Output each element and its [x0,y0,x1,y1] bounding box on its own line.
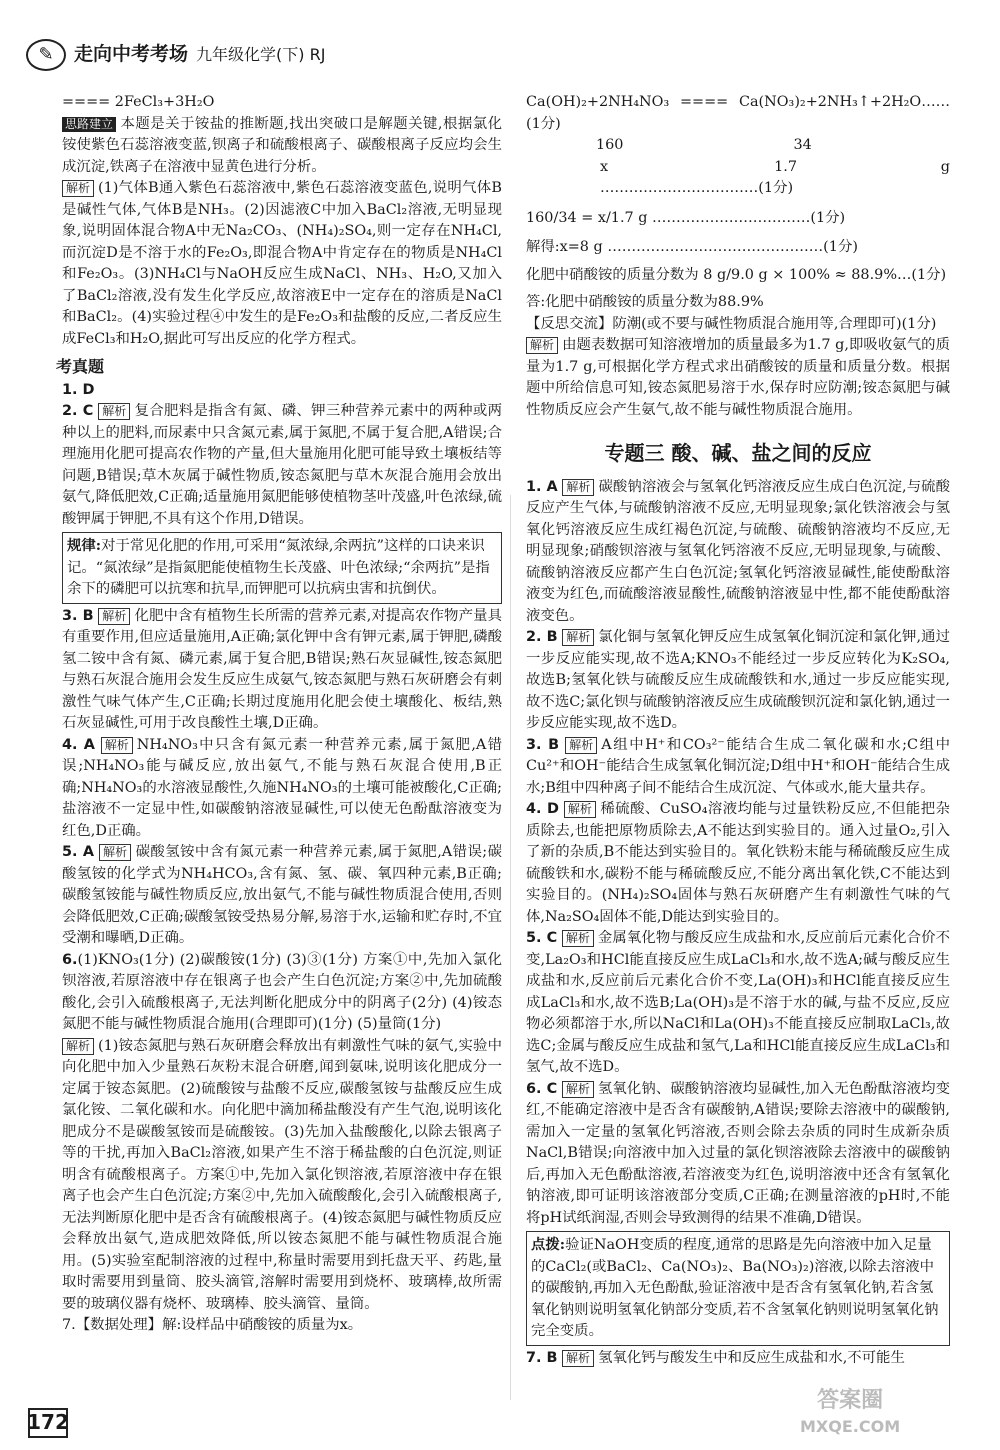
t3-answer-6: 6. C 解析 氢氧化钠、碳酸钠溶液均显碱性,加入无色酚酞溶液均变红,不能确定溶液中是否含有碳酸钠,A错误;要除去溶液中的碳酸钠,需加入一定量的氢氧化钙溶液,否则会除去杂质的同时生成新杂质NaCl,B错误;向溶液中加入过量的氯化钡溶液除去溶液中的碳酸钠后,再加入无色酚酞溶液,若溶液变为红色,说明溶液中还含有氢氧化钠溶液,即可证明该溶液部分变质,C正确;在测量溶液的pH时,不能将pH试纸润湿,否则会导致测得的结果不准确,D错误。 [526,1080,950,1226]
book-subtitle: 九年级化学(下) RJ [196,45,326,65]
t3-answer-4: 4. D 解析 稀硫酸、CuSO₄溶液均能与过量铁粉反应,不但能把杂质除去,也能把原物质除去,A不能达到实验目的。通入过量O₂,引入了新的杂质,B不能达到实验目的。氧化铁粉末能与稀硫酸反应生成硫酸铁和水,碳粉不能与稀硫酸反应,不能分离出氧化铁,C不能达到实验目的。(NH₄)₂SO₄固体与熟石灰研磨产生有刺激性气味的气体,Na₂SO₄固体不能,D能达到实验目的。 [526,801,950,925]
answer-line: 答:化肥中硝酸铵的质量分数为88.9% [526,294,764,310]
solve-line: 解得:x=8 g ………………………………………(1分) [526,239,858,255]
answer-7: 7.【数据处理】解:设样品中硝酸铵的质量为x。 [62,1317,363,1333]
topic-title: 专题三 酸、碱、盐之间的反应 [604,441,872,465]
thinking-tag: 思路建立 [62,117,116,132]
thinking-paragraph: 思路建立 本题是关于铵盐的推断题,找出突破口是解题关键,根据氯化铵使紫色石蕊溶液变蓝,钡离子和硫酸根离子、碳酸根离子反应均会生成沉淀,铁离子在溶液中显黄色进行分析。 [62,115,502,175]
answer-4: 4. A 解析 NH₄NO₃中只含有氮元素一种营养元素,属于氮肥,A错误;NH₄NO₃能与碱反应,放出氨气,不能与熟石灰混合使用,B正确;NH₄NO₃的水溶液显酸性,久施NH₄NO₃的土壤可能被酸化,C正确;盐溶液不一定显中性,如碳酸钠溶液显碱性,可以使无色酚酞溶液变为红色,D正确。 [62,736,502,839]
equation-line: ==== 2FeCl₃+3H₂O [62,94,215,110]
t3-answer-2: 2. B 解析 氯化铜与氢氧化钾反应生成氢氧化铜沉淀和氯化钾,通过一步反应能实现,故不选A;KNO₃不能经过一步反应转化为K₂SO₄,故选B;氢氧化铁与硫酸反应生成硫酸铁和水,通过一步反应能实现,故不选C;氯化钡与硫酸钠溶液反应生成硫酸钡沉淀和氯化钠,通过一步反应能实现,故不选D。 [526,629,951,731]
analysis-tag: 解析 [62,180,94,197]
reflection-line: 【反思交流】防潮(或不要与碱性物质混合施用等,合理即可)(1分) [526,315,937,332]
book-logo-icon: ✎ [26,39,66,71]
left-column [56,92,502,1337]
page-number: 172 [28,1408,68,1438]
ratio-line: 160/34 = x/1.7 g ……………………………(1分) [526,209,846,226]
section-heading: 考真题 [56,357,105,376]
equation-masses: 160 34 [596,137,812,153]
page-header [26,38,325,72]
answer-6: 6.(1)KNO₃(1分) (2)碳酸铵(1分) (3)③(1分) 方案①中,先加入氯化钡溶液,若原溶液中存在银离子也会产生白色沉淀;方案②中,先加硫酸酸化,会引入硫酸根离子,无法判断化肥成分中的阴离子(2分) (4)铵态氮肥不能与碱性物质混合施用(合理即可)(1分) (5)量筒(1分) [62,951,502,1032]
t3-answer-7: 7. B 解析 氢氧化钙与酸发生中和反应生成盐和水,不可能生 [526,1349,905,1366]
equation-main: Ca(OH)₂+2NH₄NO₃ ==== Ca(NO₃)₂+2NH₃↑+2H₂O……(1分) [526,94,950,132]
answer-2: 2. C 解析 复合肥料是指含有氮、磷、钾三种营养元素中的两种或两种以上的肥料,而尿素中只含氮元素,属于氮肥,不属于复合肥,A错误;合理施用化肥可提高农作物的产量,但大量施用化肥可能导致土壤板结等问题,B错误;草木灰属于碱性物质,铵态氮肥与草木灰混合施用会放出氨气,降低肥效,C正确;适量施用氮肥能够使植物茎叶茂盛,叶色浓绿,硫酸钾属于钾肥,不具有这个作用,D错误。 [62,403,502,527]
reflection-analysis: 解析 由题表数据可知溶液增加的质量最多为1.7 g,即吸收氨气的质量为1.7 g,可根据化学方程式求出硝酸铵的质量和质量分数。根据题中所给信息可知,铵态氮肥易溶于水,保存时应防潮;铵态氮肥与碱性物质反应会产生氨气,故不能与碱性物质混合施用。 [526,337,950,418]
rule-box: 规律:对于常见化肥的作用,可采用“氮浓绿,余两抗”这样的口诀来识记。“氮浓绿”是指氮肥能使植物生长茂盛、叶色浓绿;“余两抗”是指余下的磷肥可以抗寒和抗旱,而钾肥可以抗病虫害和抗倒伏。 [62,532,502,604]
answer-1: 1. D [62,381,95,398]
brand-title: 走向中考考场 [74,43,189,66]
t3-answer-5: 5. C 解析 金属氧化物与酸反应生成盐和水,反应前后元素化合价不变,La₂O₃和HCl能直接反应生成LaCl₃和水,故不选A;碱与酸反应生成盐和水,反应前后元素化合价不变,La(OH)₃和HCl能直接反应生成LaCl₃和水,故不选B;La(OH)₃是不溶于水的碱,与盐不反应,反应物必须都溶于水,所以NaCl和La(OH)₃不能直接反应制取LaCl₃,故选C;金属与酸反应生成盐和氢气,La和HCl能直接反应生成LaCl₃和氢气,故不选D。 [526,930,950,1075]
equation-values: x 1.7 g ……………………………(1分) [600,158,950,196]
answer-5: 5. A 解析 碳酸氢铵中含有氮元素一种营养元素,属于氮肥,A错误;碳酸氢铵的化学式为NH₄HCO₃,含有氮、氢、碳、氧四种元素,B正确;碳酸氢铵能与碱性物质反应,放出氨气,不能与碱性物质混合使用,否则会降低肥效,C正确;碳酸氢铵受热易分解,易溶于水,运输和贮存时,不宜受潮和曝晒,D正确。 [62,844,502,946]
mass-fraction-line: 化肥中硝酸铵的质量分数为 8 g/9.0 g × 100% ≈ 88.9%…(1分) [526,266,947,283]
t3-answer-3: 3. B 解析 A组中H⁺和CO₃²⁻能结合生成二氧化碳和水;C组中Cu²⁺和OH⁻能结合生成氢氧化铜沉淀;D组中H⁺和OH⁻能结合生成水;B组中四种离子间不能结合生成沉淀、气体或水,能大量共存。 [526,736,950,796]
column-divider [510,495,511,1400]
answer-3: 3. B 解析 化肥中含有植物生长所需的营养元素,对提高农作物产量具有重要作用,但应适量施用,A正确;氯化钾中含有钾元素,属于钾肥,磷酸氢二铵中含有氮、磷元素,属于复合肥,B错误;熟石灰显碱性,铵态氮肥与熟石灰混合施用会发生反应生成氨气,铵态氮肥与熟石灰研磨会有刺激性气味气体产生,C正确;长期过度施用化肥会使土壤酸化、板结,熟石灰显碱性,可用于改良酸性土壤,D正确。 [62,607,502,731]
tip-box: 点拨:验证NaOH变质的程度,通常的思路是先向溶液中加入足量的CaCl₂(或BaCl₂、Ca(NO₃)₂、Ba(NO₃)₂)溶液,以除去溶液中的碳酸钠,再加入无色酚酞,验证溶液中是否含有氢氧化钠,若含氢氧化钠则说明氢氧化钠部分变质,若不含氢氧化钠则说明氢氧化钠完全变质。 [526,1231,950,1346]
watermark-logo: 答案圈 MXQE.COM [800,1388,901,1436]
answer-6-analysis: 解析 (1)铵态氮肥与熟石灰研磨会释放出有刺激性气味的氨气,实验中向化肥中加入少量熟石灰粉末混合研磨,闻到氨味,说明该化肥成分一定属于铵态氮肥。(2)硫酸铵与盐酸不反应,碳酸氢铵与盐酸反应生成氯化铵、二氧化碳和水。向化肥中滴加稀盐酸没有产生气泡,说明该化肥成分不是碳酸氢铵而是硫酸铵。(3)先加入盐酸酸化,以除去银离子等的干扰,再加入BaCl₂溶液,如果产生不溶于稀盐酸的白色沉淀,则证明含有硫酸根离子。方案①中,先加入氯化钡溶液,若原溶液中存在银离子也会产生白色沉淀;方案②中,先加入硫酸酸化,会引入硫酸根离子,无法判断原化肥中是否含有硫酸根离子。(4)铵态氮肥与碱性物质反应会释放出氨气,造成肥效降低,所以铵态氮肥不能与碱性物质混合施用。(5)实验室配制溶液的过程中,称量时需要用到托盘天平、药匙,量取时需要用到量筒、胶头滴管,溶解时需要用到烧杯、玻璃棒,故所需要的玻璃仪器有烧杯、玻璃棒、胶头滴管、量筒。 [62,1037,502,1312]
t3-answer-1: 1. A 解析 碳酸钠溶液会与氢氧化钙溶液反应生成白色沉淀,与硫酸反应产生气体,与硫酸钠溶液不反应,无明显现象;氯化铁溶液会与氢氧化钙溶液反应生成红褐色沉淀,与硫酸、硫酸钠溶液均不反应,无明显现象;硝酸钡溶液与氢氧化钙溶液不反应,无明显现象,与硫酸、硫酸钠溶液反应都产生白色沉淀;氢氧化钙溶液显碱性,能使酚酞溶液变为红色,而硫酸溶液显酸性,硫酸钠溶液显中性,都不能使酚酞溶液变色。 [526,478,951,624]
right-column [526,92,950,1369]
analysis-paragraph: 解析 (1)气体B通入紫色石蕊溶液中,紫色石蕊溶液变蓝色,说明气体B是碱性气体,气体B是NH₃。(2)因滤液C中加入BaCl₂溶液,无明显现象,说明固体混合物A中无Na₂CO₃、(NH₄)₂SO₄,则一定存在NH₄Cl,而沉淀D是不溶于水的Fe₂O₃,即混合物A中肯定存在的物质是NH₄Cl和Fe₂O₃。(3)NH₄Cl与NaOH反应生成NaCl、NH₃、H₂O,又加入了BaCl₂溶液,没有发生化学反应,故溶液E中一定存在的溶质是NaCl和BaCl₂。(4)实验过程④中发生的是Fe₂O₃和盐酸的反应,二者反应生成FeCl₃和H₂O,据此可写出反应的化学方程式。 [62,180,502,347]
